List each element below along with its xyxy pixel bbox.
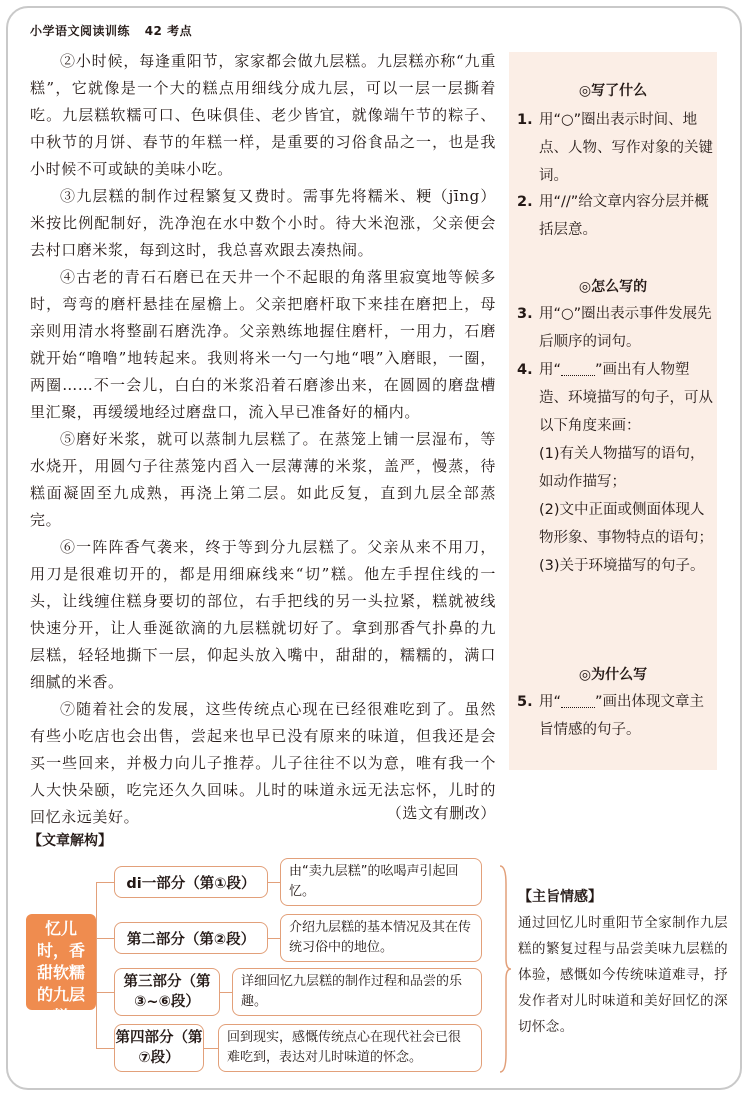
tree-connector-3 [96, 992, 114, 993]
source-note: （选文有删改） [386, 804, 496, 822]
part-desc-connector-4 [204, 1048, 218, 1049]
section-why-title: ◎为什么写 [578, 667, 648, 683]
theme-title: 【主旨情感】 [518, 889, 602, 905]
task-3-number: 3. [517, 306, 533, 322]
paragraph-5: ⑤磨好米浆，就可以蒸制九层糕了。在蒸笼上铺一层湿布，等水烧开，用圆勺子往蒸笼内舀入一层薄薄的米浆，盖严，慢蒸，待糕面凝固至九成熟，再浇上第二层。如此反复，直到九层全部蒸完。 [30, 430, 496, 529]
task-4-sub-2: (2)文中正面或侧面体现人物形象、事物特点的语句； [539, 502, 713, 546]
theme-box [518, 886, 728, 1040]
tree-connector-1 [96, 882, 114, 883]
paragraph-2: ②小时候，每逢重阳节，家家都会做九层糕。九层糕亦称“九重糕”，它就像是一个大的糕点用细线分成九层，可以一层一层撕着吃。九层糕软糯可口、色味俱佳、老少皆宜，就像端午节的粽子、中秋节的月饼、春节的年糕一样，是重要的习俗食品之一，也是我小时候不可或缺的美味小吃。 [30, 52, 496, 178]
section-how-title: ◎怎么写的 [578, 279, 648, 295]
task-2-number: 2. [517, 194, 533, 210]
task-4-text-pre: 用“ [539, 362, 562, 378]
page-number: 42 考点 [144, 24, 193, 38]
part-4-label: 第四部分（第⑦段） [114, 1024, 204, 1072]
brace-divider [498, 864, 512, 1074]
paragraph-3: ③九层糕的制作过程繁复又费时。需事先将糯米、粳（jīng）米按比例配制好，洗净泡在水中数个小时。待大米泡涨，父亲便会去村口磨米浆，每到这时，我总喜欢跟去凑热闹。 [30, 187, 496, 259]
task-1 [517, 106, 717, 190]
part-4-desc: 回到现实，感慨传统点心在现代社会已很难吃到，表达对儿时味道的怀念。 [218, 1024, 482, 1072]
task-4-text-post: ”画出有人物塑造、环境描写的句子，可从以下角度来画： [539, 362, 713, 434]
part-desc-connector-3 [220, 992, 232, 993]
task-1-text: 用“○”圈出表示时间、地点、人物、写作对象的关键词。 [539, 112, 713, 184]
task-4 [517, 356, 717, 580]
part-desc-connector-2 [268, 938, 280, 939]
part-2-desc: 介绍九层糕的基本情况及其在传统习俗中的地位。 [280, 914, 482, 962]
task-5-text-pre: 用“ [539, 694, 562, 710]
part-desc-connector-1 [268, 882, 280, 883]
task-2 [517, 188, 717, 244]
paragraph-7: ⑦随着社会的发展，这些传统点心现在已经很难吃到了。虽然有些小吃店也会出售，尝起来也早已没有原来的味道，但我还是会买一些回来，并极力向儿子推荐。儿子往往不以为意，唯有我一个人大快朵颐，吃完还久久回味。儿时的味道永远无法忘怀，儿时的回忆永远美好。 [30, 700, 496, 826]
part-3-desc: 详细回忆九层糕的制作过程和品尝的乐趣。 [232, 968, 482, 1016]
passage-text [30, 48, 496, 831]
task-4-sub-3: (3)关于环境描写的句子。 [539, 558, 705, 574]
part-2-label: 第二部分（第②段） [114, 922, 268, 954]
part-1-label: di一部分（第①段） [114, 866, 268, 898]
tree-connector-4 [96, 1048, 114, 1049]
tree-connector-vertical [96, 882, 115, 1048]
task-5-text-post: ”画出体现文章主旨情感的句子。 [539, 694, 705, 738]
page-header [30, 22, 202, 39]
paragraph-4: ④古老的青石石磨已在天井一个不起眼的角落里寂寞地等候多时，弯弯的磨杆悬挂在屋檐上。父亲把磨杆取下来挂在磨把上，母亲则用清水将整副石磨洗净。父亲熟练地握住磨杆，一用力，石磨就开始“噜噜”地转起来。我则将米一勺一勺地“喂”入磨眼，一圈，两圈……不一会儿，白白的米浆沿着石磨渗出来，在圆圆的磨盘槽里汇聚，再缓缓地经过磨盘口，流入早已准备好的桶内。 [30, 268, 496, 421]
series-title: 小学语文阅读训练 [30, 24, 131, 38]
task-sidebar [509, 52, 717, 770]
task-5 [517, 688, 717, 744]
task-5-number: 5. [517, 694, 533, 710]
theme-body: 通过回忆儿时重阳节全家制作九层糕的繁复过程与品尝美味九层糕的体验，感慨如今传统味道难寻，抒发作者对儿时味道和美好回忆的深切怀念。 [518, 915, 728, 1035]
part-1-desc: 由“卖九层糕”的吆喝声引起回忆。 [280, 858, 482, 906]
task-4-sub-1: (1)有关人物描写的语句，如动作描写； [539, 446, 705, 490]
section-what-title: ◎写了什么 [578, 83, 648, 99]
task-2-text: 用“//”给文章内容分层并概括层意。 [539, 194, 709, 238]
tree-connector-2 [96, 938, 114, 939]
task-3 [517, 300, 717, 356]
structure-title: 【文章解构】 [28, 833, 112, 849]
dotted-underline-mark [561, 693, 595, 709]
task-1-number: 1. [517, 112, 533, 128]
dotted-underline-mark [561, 361, 595, 377]
part-3-label: 第三部分（第③~⑥段） [114, 968, 220, 1016]
paragraph-6: ⑥一阵阵香气袭来，终于等到分九层糕了。父亲从来不用刀，用刀是很难切开的，都是用细麻线来“切”糕。他左手捏住线的一头，让线缠住糕身要切的部位，右手把线的另一头拉紧，糕就被线快速分开，让人垂涎欲滴的九层糕就切好了。拿到那香气扑鼻的九层糕，轻轻地撕下一层，仰起头放入嘴中，甜甜的，糯糯的，满口细腻的米香。 [30, 538, 496, 691]
task-3-text: 用“○”圈出表示事件发展先后顺序的词句。 [539, 306, 712, 350]
task-4-number: 4. [517, 362, 533, 378]
structure-root: 忆儿时，香甜软糯的九层糕 [26, 914, 96, 1010]
